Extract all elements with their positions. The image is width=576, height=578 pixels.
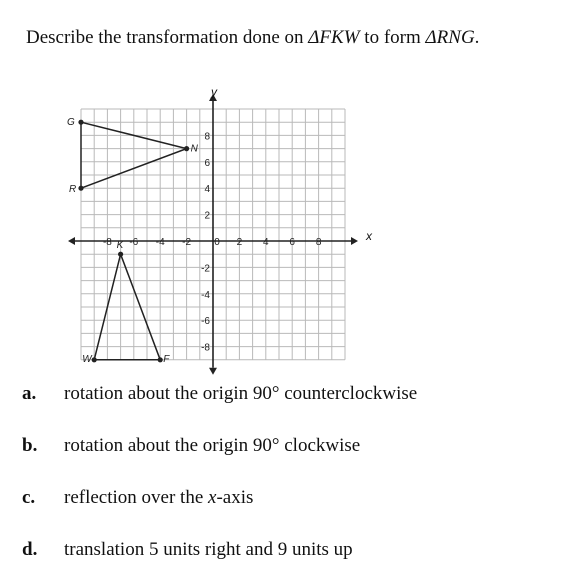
source-triangle-name: ΔFKW bbox=[308, 27, 360, 48]
choice-letter: a. bbox=[22, 383, 37, 404]
y-tick-label: -4 bbox=[201, 289, 210, 301]
y-tick-label: 2 bbox=[204, 210, 210, 222]
x-tick-label: 2 bbox=[236, 237, 243, 248]
vertex-r bbox=[78, 186, 83, 191]
y-tick-label: 6 bbox=[204, 157, 210, 169]
axes bbox=[68, 94, 358, 375]
choice-text: rotation about the origin 90° clockwise bbox=[64, 435, 361, 456]
vertex-label-r: R bbox=[69, 184, 77, 196]
x-tick-label: -4 bbox=[155, 237, 165, 248]
vertex-label-w: W bbox=[82, 353, 92, 365]
choice-text-after: -axis bbox=[216, 487, 254, 508]
x-tick-label: 6 bbox=[289, 237, 295, 248]
choice-letter: b. bbox=[22, 435, 38, 456]
vertex-w bbox=[92, 357, 97, 362]
question-prefix: Describe the transformation done on bbox=[26, 27, 309, 48]
choice-text: translation 5 units right and 9 units up bbox=[64, 539, 353, 560]
y-tick-label: -2 bbox=[201, 263, 210, 275]
x-axis-label: x bbox=[366, 229, 372, 243]
vertex-n bbox=[184, 146, 189, 151]
choice-axis-variable: x bbox=[208, 487, 217, 508]
y-axis-label: y bbox=[211, 85, 217, 99]
x-tick-label: -8 bbox=[102, 237, 112, 248]
y-tick-label: -6 bbox=[201, 316, 210, 328]
y-tick-label: -8 bbox=[201, 342, 210, 354]
vertex-label-g: G bbox=[67, 117, 75, 129]
choice-text bbox=[64, 486, 253, 510]
x-tick-label: -6 bbox=[129, 237, 139, 248]
x-tick-label: 8 bbox=[315, 237, 322, 248]
choice-letter: c. bbox=[22, 487, 36, 508]
x-tick-label: 0 bbox=[214, 237, 220, 248]
question-suffix: . bbox=[474, 27, 480, 48]
x-tick-label: -2 bbox=[182, 237, 192, 248]
vertex-label-n: N bbox=[190, 143, 198, 155]
vertex-label-f: F bbox=[163, 353, 170, 365]
question-middle: to form bbox=[359, 27, 426, 48]
choice-letter: d. bbox=[22, 539, 38, 560]
target-triangle-name: ΔRNG bbox=[425, 27, 475, 48]
vertex-k bbox=[118, 252, 123, 257]
choice-text: rotation about the origin 90° counterclockwise bbox=[64, 383, 418, 404]
x-axis-arrow-left bbox=[68, 237, 75, 245]
vertex-f bbox=[158, 357, 163, 362]
vertex-label-k: K bbox=[116, 240, 124, 252]
y-tick-label: 8 bbox=[204, 131, 210, 143]
y-tick-label: 4 bbox=[204, 184, 210, 196]
y-axis-arrow-down bbox=[209, 368, 217, 375]
x-axis-arrow-right bbox=[351, 237, 358, 245]
choice-text-before: reflection over the bbox=[64, 487, 209, 508]
vertex-g bbox=[78, 120, 83, 125]
x-tick-label: 4 bbox=[263, 237, 269, 248]
